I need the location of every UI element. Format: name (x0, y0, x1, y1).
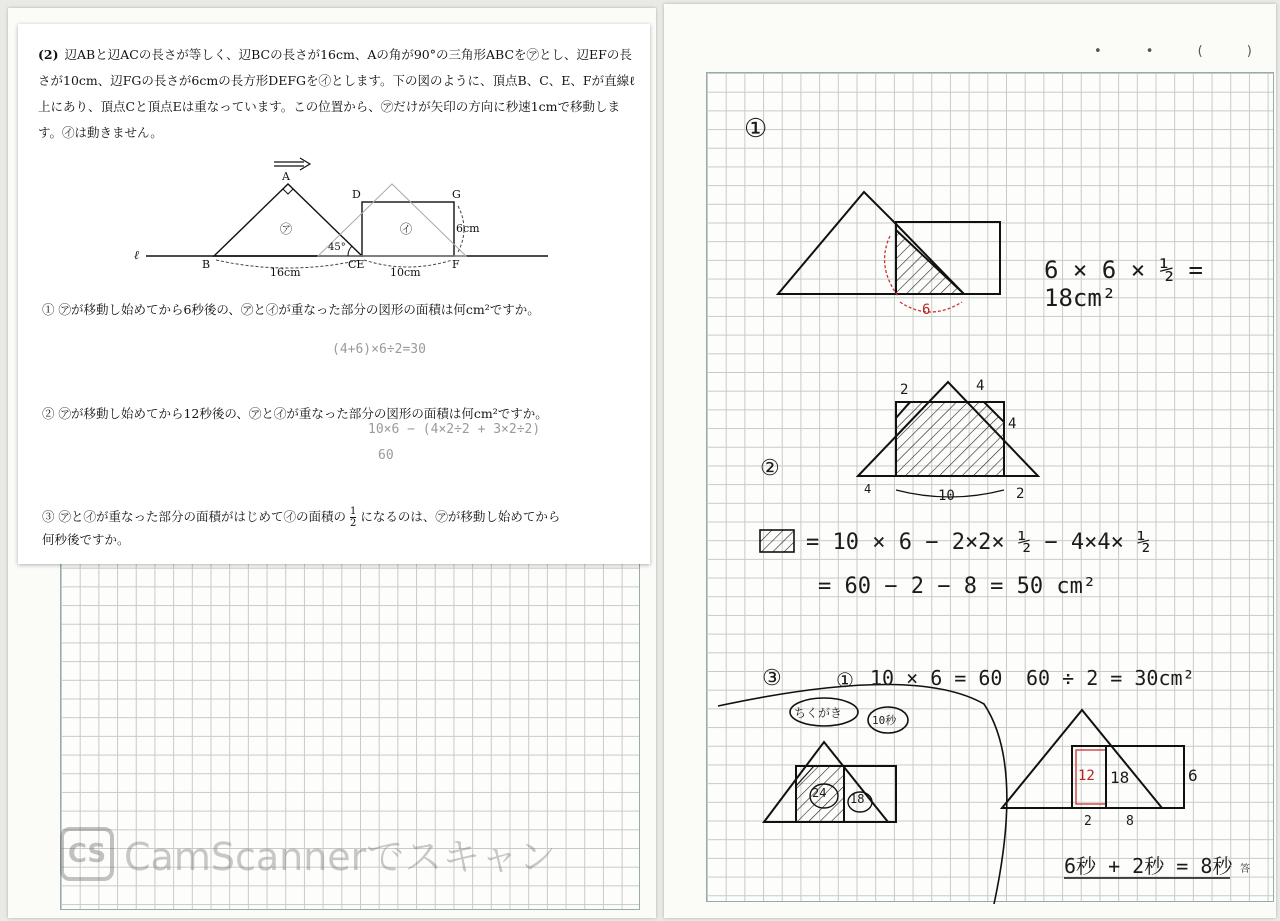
label-shape-b: ㋑ (400, 222, 413, 236)
solution-2-dim-bottom-right: 2 (1016, 486, 1025, 502)
label-bc: 16cm (270, 266, 301, 279)
solution-2-dim-right: 4 (1008, 416, 1017, 432)
angle-arc (348, 246, 352, 256)
label-line-l: ℓ (134, 248, 139, 262)
solution-3-note-1: ちくがき (794, 706, 843, 720)
label-angle: 45° (328, 242, 346, 253)
solution-3-fig1-left-area: 24 (812, 786, 827, 800)
label-ce: CE (348, 258, 365, 271)
solution-1-label: ① (744, 114, 768, 144)
pencil-answer-2: 10×6 − (4×2÷2 + 3×2÷2) (368, 422, 541, 437)
problem-text: 辺ABと辺ACの長さが等しく、辺BCの長さが16cm、Aの角が90°の三角形ABCを㋐とし、辺EFの長さが10cm、辺FGの長さが6cmの長方形DEFGを㋑とします。下の図のように、頂点B、C、E、Fが直線ℓ上にあり、頂点Cと頂点Eは重なっています。この位置から、㋐だけが矢印の方向に秒速1cmで移動します。㋑は動きません。 (38, 47, 636, 140)
direction-arrow-icon (274, 158, 310, 170)
question-1: ① ㋐が移動し始めてから6秒後の、㋐と㋑が重なった部分の図形の面積は何cm²ですか。 (42, 302, 540, 317)
question-3 (42, 506, 560, 529)
solution-3-fig2-b2: 8 (1126, 814, 1134, 829)
fraction-numerator: 1 (349, 506, 357, 517)
question-3-text: ③ ㋐と㋑が重なった部分の面積がはじめて㋑の面積の (42, 509, 346, 524)
solution-1-figure (778, 192, 1000, 312)
label-ef: 10cm (390, 266, 421, 279)
solution-3-equation-2: 60 ÷ 2 = 30cm² (1026, 666, 1195, 690)
fraction-denominator: 2 (349, 518, 357, 529)
problem-figure (18, 24, 650, 564)
header-marks: • • ( ) (1094, 44, 1272, 59)
label-b: B (202, 258, 211, 271)
solution-3-figure-1 (764, 742, 896, 822)
solution-3-equation-1: 10 × 6 = 60 (870, 666, 1003, 690)
solution-2-equation-2: = 60 − 2 − 8 = 50 cm² (818, 574, 1097, 599)
fraction-half (350, 506, 356, 529)
solution-3-label: ③ (762, 666, 782, 691)
question-2: ② ㋐が移動し始めてから12秒後の、㋐と㋑が重なった部分の図形の面積は何cm²ですか。 (42, 406, 548, 421)
hatched-legend-box (760, 530, 794, 552)
pencil-answer-2b: 60 (378, 448, 394, 463)
solution-3-fig2-b1: 2 (1084, 814, 1092, 829)
solution-3-fig2-left-area: 12 (1078, 768, 1095, 784)
solution-3-fig2-right-area: 18 (1110, 768, 1130, 787)
label-a: A (282, 170, 290, 183)
solution-3-figure-2 (1002, 710, 1184, 808)
question-3-line2: 何秒後ですか。 (42, 532, 130, 547)
solution-3-fig1-right-area: 18 (850, 792, 865, 806)
pencil-answer-1: (4+6)×6÷2=30 (332, 342, 426, 357)
watermark-text: CamScannerでスキャン (124, 835, 557, 879)
camscanner-logo-icon: CS (60, 827, 114, 881)
solution-drawings (664, 4, 1276, 918)
solution-2-figure (858, 382, 1038, 497)
solution-2-equation-1: = 10 × 6 − 2×2× ½ − 4×4× ½ (806, 530, 1151, 555)
left-page (8, 8, 656, 918)
label-d: D (352, 188, 361, 201)
solution-1-dimension: 6 (922, 302, 931, 318)
problem-paper (18, 24, 650, 564)
solution-3-sub-label: ① (836, 668, 854, 692)
label-g: G (452, 188, 461, 201)
camscanner-watermark (60, 826, 556, 881)
solution-1-equation: 6 × 6 × ½ = 18cm² (1044, 256, 1203, 312)
question-3-text-after: になるのは、㋐が移動し始めてから (360, 509, 561, 524)
solution-3-note-2: 10秒 (872, 714, 897, 727)
solution-3-answer: 6秒 + 2秒 = 8秒 (1064, 854, 1233, 878)
label-f: F (452, 258, 460, 271)
solution-2-dim-top-left: 2 (900, 382, 909, 398)
label-shape-a: ㋐ (280, 222, 293, 236)
right-page (664, 4, 1276, 918)
solution-2-label: ② (760, 456, 780, 481)
solution-2-dim-top-right: 4 (976, 378, 985, 394)
solution-2-dim-bottom: 10 (938, 488, 955, 504)
label-fg: 6cm (456, 222, 480, 235)
solution-3-answer-tail: 答 (1240, 864, 1250, 875)
right-angle-mark (283, 189, 293, 194)
solution-2-dim-bottom-left: 4 (864, 482, 872, 496)
solution-3-fig2-side: 6 (1188, 766, 1198, 785)
problem-number: (2) (38, 47, 59, 62)
